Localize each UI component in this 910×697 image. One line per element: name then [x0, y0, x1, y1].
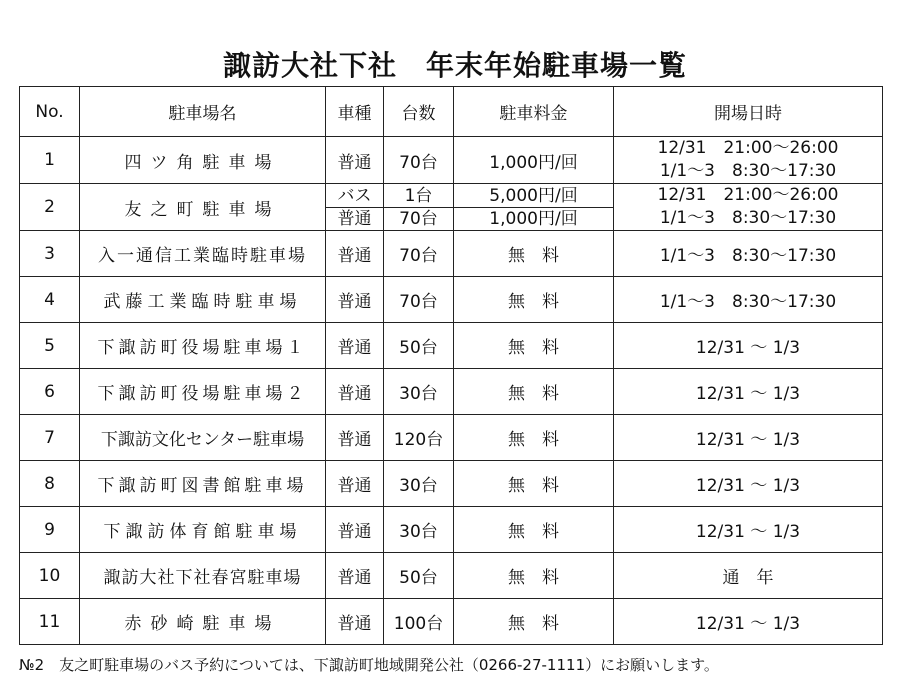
table-row — [20, 137, 883, 184]
capacity: 120台 — [384, 415, 454, 461]
capacity — [384, 184, 454, 231]
open-hours: 1/1〜3 8:30〜17:30 — [614, 231, 883, 277]
vehicle-type-bus: バス — [326, 185, 383, 208]
capacity: 50台 — [384, 553, 454, 599]
fee: 無 料 — [454, 599, 614, 645]
open-hours — [614, 137, 883, 184]
row-no: 6 — [20, 369, 80, 415]
header-fee: 駐車料金 — [454, 87, 614, 137]
header-type: 車種 — [326, 87, 384, 137]
row-no: 4 — [20, 277, 80, 323]
header-name: 駐車場名 — [80, 87, 326, 137]
footnote: №2 友之町駐車場のバス予約については、下諏訪町地域開発公社（0266-27-1111）にお願いします。 — [19, 656, 719, 674]
lot-name: 下諏訪体育館駐車場 — [80, 507, 326, 553]
capacity: 30台 — [384, 507, 454, 553]
row-no: 3 — [20, 231, 80, 277]
row-no: 11 — [20, 599, 80, 645]
row-no: 7 — [20, 415, 80, 461]
lot-name: 下諏訪町役場駐車場２ — [80, 369, 326, 415]
capacity: 70台 — [384, 277, 454, 323]
vehicle-type: 普通 — [326, 507, 384, 553]
capacity-car: 70台 — [399, 208, 438, 229]
vehicle-type: 普通 — [326, 415, 384, 461]
open-hours: 1/1〜3 8:30〜17:30 — [614, 277, 883, 323]
fee — [454, 184, 614, 231]
open-hours: 12/31 〜 1/3 — [614, 507, 883, 553]
vehicle-type — [326, 184, 384, 231]
row-no: 9 — [20, 507, 80, 553]
lot-name: 四ツ角駐車場 — [80, 137, 326, 184]
fee-bus: 5,000円/回 — [454, 185, 613, 208]
table-row — [20, 231, 883, 277]
vehicle-type: 普通 — [326, 461, 384, 507]
row-no: 2 — [20, 184, 80, 231]
open-hours-line1: 12/31 21:00〜26:00 — [657, 185, 839, 205]
header-hours: 開場日時 — [614, 87, 883, 137]
table-header-row — [20, 87, 883, 137]
open-hours-line1: 12/31 21:00〜26:00 — [657, 138, 839, 158]
page-title: 諏訪大社下社 年末年始駐車場一覧 — [222, 49, 687, 82]
capacity: 30台 — [384, 461, 454, 507]
fee: 無 料 — [454, 415, 614, 461]
fee: 無 料 — [454, 369, 614, 415]
table-row — [20, 184, 883, 231]
fee: 無 料 — [454, 277, 614, 323]
capacity-bus: 1台 — [384, 185, 453, 208]
vehicle-type: 普通 — [326, 553, 384, 599]
fee: 無 料 — [454, 323, 614, 369]
vehicle-type: 普通 — [326, 137, 384, 184]
capacity: 100台 — [384, 599, 454, 645]
open-hours: 12/31 〜 1/3 — [614, 599, 883, 645]
capacity: 30台 — [384, 369, 454, 415]
vehicle-type: 普通 — [326, 277, 384, 323]
fee: 1,000円/回 — [454, 137, 614, 184]
table-row — [20, 599, 883, 645]
row-no: 1 — [20, 137, 80, 184]
lot-name: 武藤工業臨時駐車場 — [80, 277, 326, 323]
open-hours — [614, 184, 883, 231]
lot-name: 赤砂崎駐車場 — [80, 599, 326, 645]
fee: 無 料 — [454, 231, 614, 277]
fee-car: 1,000円/回 — [489, 208, 578, 229]
open-hours: 12/31 〜 1/3 — [614, 461, 883, 507]
lot-name: 諏訪大社下社春宮駐車場 — [80, 553, 326, 599]
table-row — [20, 277, 883, 323]
parking-table — [19, 86, 883, 645]
table-row — [20, 369, 883, 415]
lot-name: 下諏訪町役場駐車場１ — [80, 323, 326, 369]
header-count: 台数 — [384, 87, 454, 137]
vehicle-type: 普通 — [326, 369, 384, 415]
vehicle-type: 普通 — [326, 599, 384, 645]
lot-name: 下諏訪文化センター駐車場 — [80, 415, 326, 461]
capacity: 70台 — [384, 231, 454, 277]
row-no: 5 — [20, 323, 80, 369]
open-hours: 12/31 〜 1/3 — [614, 323, 883, 369]
open-hours-line2: 1/1〜3 8:30〜17:30 — [659, 208, 837, 228]
open-hours: 12/31 〜 1/3 — [614, 369, 883, 415]
table-row — [20, 507, 883, 553]
capacity: 50台 — [384, 323, 454, 369]
capacity: 70台 — [384, 137, 454, 184]
row-no: 8 — [20, 461, 80, 507]
fee: 無 料 — [454, 461, 614, 507]
lot-name: 入一通信工業臨時駐車場 — [80, 231, 326, 277]
fee: 無 料 — [454, 553, 614, 599]
table-row — [20, 553, 883, 599]
header-no: No. — [20, 87, 80, 137]
open-hours: 通 年 — [614, 553, 883, 599]
fee: 無 料 — [454, 507, 614, 553]
vehicle-type: 普通 — [326, 231, 384, 277]
vehicle-type-car: 普通 — [337, 208, 372, 229]
table-row — [20, 323, 883, 369]
open-hours: 12/31 〜 1/3 — [614, 415, 883, 461]
open-hours-line2: 1/1〜3 8:30〜17:30 — [659, 161, 837, 181]
table-row — [20, 415, 883, 461]
vehicle-type: 普通 — [326, 323, 384, 369]
lot-name: 友之町駐車場 — [80, 184, 326, 231]
row-no: 10 — [20, 553, 80, 599]
table-row — [20, 461, 883, 507]
lot-name: 下諏訪町図書館駐車場 — [80, 461, 326, 507]
